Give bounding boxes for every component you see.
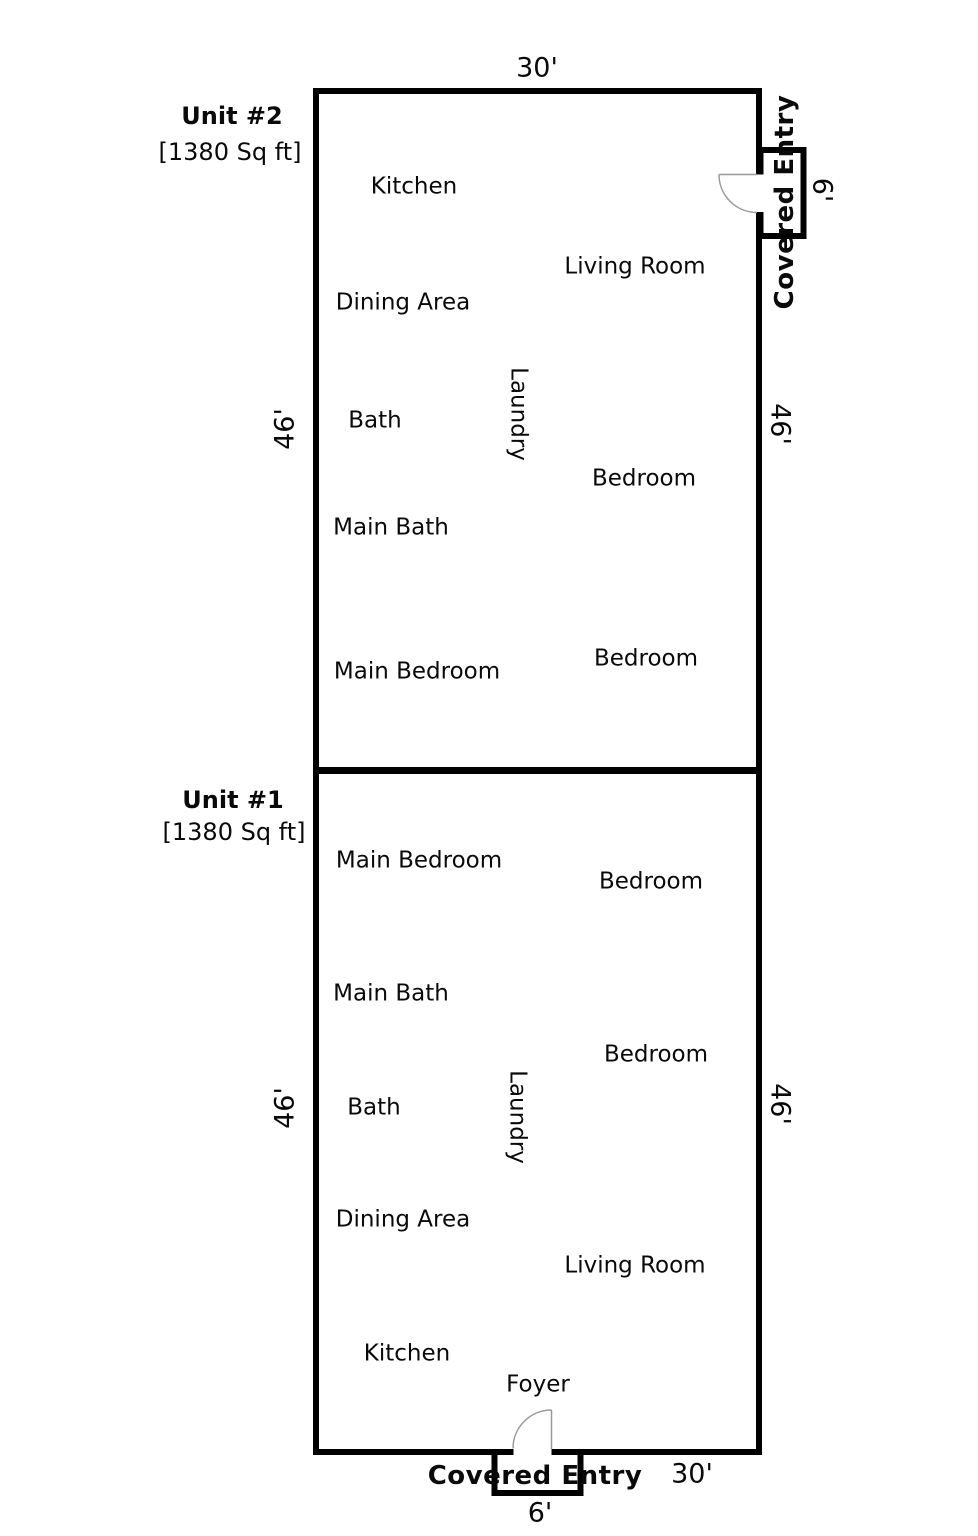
room-label-unit2-dining-area: Dining Area — [335, 289, 471, 316]
unit1-title: Unit #1 — [182, 786, 284, 814]
room-label-unit1-kitchen: Kitchen — [363, 1340, 451, 1367]
dimension-unit2-height-left: 46' — [269, 408, 301, 450]
room-label-unit2-bedroom-1: Bedroom — [591, 465, 697, 492]
room-label-unit1-dining-area: Dining Area — [335, 1206, 471, 1233]
dimension-unit2-height-right: 46' — [764, 403, 796, 445]
room-label-unit2-kitchen: Kitchen — [370, 173, 458, 200]
room-label-unit1-foyer: Foyer — [506, 1371, 570, 1398]
dimension-entry-bottom-width: 6' — [527, 1497, 553, 1529]
room-label-unit1-bath: Bath — [347, 1094, 401, 1121]
room-label-unit1-bedroom-2: Bedroom — [603, 1041, 709, 1068]
unit2-area: [1380 Sq ft] — [158, 138, 302, 166]
dimension-unit1-height-left: 46' — [269, 1087, 301, 1129]
dimension-entry-right-width: 6' — [806, 177, 838, 203]
room-label-unit2-main-bath: Main Bath — [333, 514, 449, 541]
dimension-unit1-height-right: 46' — [764, 1083, 796, 1125]
room-label-unit2-living-room: Living Room — [564, 253, 706, 280]
room-label-unit2-main-bedroom: Main Bedroom — [333, 658, 501, 685]
room-label-unit1-main-bedroom: Main Bedroom — [335, 847, 503, 874]
room-label-unit1-living-room: Living Room — [564, 1252, 706, 1279]
door-arc-unit1 — [513, 1410, 552, 1449]
room-label-unit1-laundry: Laundry — [504, 1070, 531, 1164]
room-label-unit1-bedroom-1: Bedroom — [598, 868, 704, 895]
door-opening-unit2 — [753, 175, 764, 213]
unit1-area: [1380 Sq ft] — [162, 818, 306, 846]
door-arc-unit2 — [719, 175, 757, 213]
dimension-bottom-width: 30' — [671, 1458, 713, 1490]
door-opening-unit1 — [514, 1446, 552, 1457]
covered-entry-right-label: Covered Entry — [770, 94, 800, 310]
room-label-unit2-laundry: Laundry — [505, 367, 532, 461]
room-label-unit2-bedroom-2: Bedroom — [593, 645, 699, 672]
room-label-unit2-bath: Bath — [348, 407, 402, 434]
room-label-unit1-main-bath: Main Bath — [333, 980, 449, 1007]
unit2-title: Unit #2 — [181, 102, 283, 130]
dimension-top-width: 30' — [516, 52, 558, 84]
covered-entry-bottom-label: Covered Entry — [427, 1461, 643, 1491]
